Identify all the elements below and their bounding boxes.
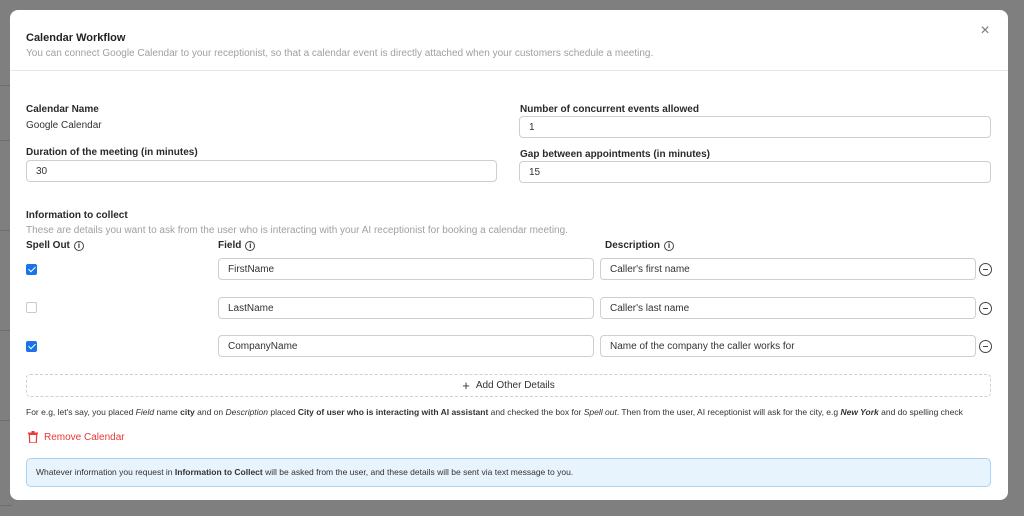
example-text-part: For e.g, let's say, you placed: [26, 407, 136, 417]
example-text: [26, 407, 963, 417]
add-other-details-button[interactable]: [26, 374, 991, 397]
spell-out-header: [26, 240, 84, 251]
info-icon[interactable]: i: [74, 241, 84, 251]
background-divider: [0, 505, 12, 506]
remove-row-icon[interactable]: [979, 340, 992, 353]
calendar-name-value: Google Calendar: [26, 120, 102, 131]
info-icon[interactable]: i: [245, 241, 255, 251]
remove-row-icon[interactable]: [979, 302, 992, 315]
modal-subtitle: You can connect Google Calendar to your receptionist, so that a calendar event is directly attached when your customers schedule a meeting.: [26, 48, 654, 59]
example-text-bold: city: [180, 407, 195, 417]
trash-icon: [28, 431, 38, 443]
field-name-input[interactable]: [218, 297, 594, 319]
notice-text-bold: Information to Collect: [174, 467, 263, 477]
calendar-name-label: Calendar Name: [26, 104, 99, 115]
concurrent-events-label: Number of concurrent events allowed: [520, 104, 699, 115]
spell-out-checkbox[interactable]: [26, 302, 37, 313]
header-divider: [10, 70, 1008, 71]
example-text-italic: Description: [225, 407, 269, 417]
remove-calendar-button[interactable]: [28, 431, 125, 443]
example-text-part: and do spelling check: [878, 407, 963, 417]
info-collect-description: These are details you want to ask from the user who is interacting with your AI receptionist for booking a calendar meeting.: [26, 225, 568, 236]
spell-out-header-label: Spell Out: [26, 240, 70, 251]
duration-input[interactable]: [26, 160, 497, 182]
example-text-italic: Field: [135, 407, 155, 417]
description-header-label: Description: [605, 240, 661, 251]
info-icon[interactable]: i: [664, 241, 674, 251]
spell-out-checkbox[interactable]: [26, 341, 37, 352]
example-text-part: name: [154, 407, 181, 417]
duration-label: Duration of the meeting (in minutes): [26, 147, 198, 158]
example-text-part: and checked the box for: [488, 407, 584, 417]
add-other-details-label: Add Other Details: [475, 380, 555, 391]
info-notice: [26, 458, 991, 487]
field-description-input[interactable]: [600, 258, 976, 280]
field-description-input[interactable]: [600, 335, 976, 357]
gap-input[interactable]: [519, 161, 991, 183]
example-text-bold: City of user who is interacting with AI assistant: [297, 407, 489, 417]
modal-title: Calendar Workflow: [26, 32, 126, 44]
plus-icon: +: [462, 377, 470, 393]
remove-row-icon[interactable]: [979, 263, 992, 276]
example-text-bold-italic: New York: [840, 407, 879, 417]
example-text-part: and on: [194, 407, 226, 417]
calendar-workflow-modal: [10, 10, 1008, 500]
field-header: [218, 240, 255, 251]
example-text-italic: Spell out: [583, 407, 617, 417]
info-collect-title: Information to collect: [26, 210, 128, 221]
example-text-part: . Then from the user, AI receptionist will ask for the city, e.g: [616, 407, 841, 417]
field-name-input[interactable]: [218, 335, 594, 357]
spell-out-checkbox[interactable]: [26, 264, 37, 275]
description-header: [605, 240, 674, 251]
notice-text-part: will be asked from the user, and these details will be sent via text message to you.: [262, 467, 574, 477]
remove-calendar-label: Remove Calendar: [44, 431, 125, 443]
example-text-part: placed: [268, 407, 298, 417]
field-name-input[interactable]: [218, 258, 594, 280]
gap-label: Gap between appointments (in minutes): [520, 149, 711, 160]
concurrent-events-input[interactable]: [519, 116, 991, 138]
close-icon[interactable]: ×: [980, 22, 990, 39]
field-description-input[interactable]: [600, 297, 976, 319]
notice-text-part: Whatever information you request in: [36, 467, 175, 477]
field-header-label: Field: [218, 240, 242, 251]
